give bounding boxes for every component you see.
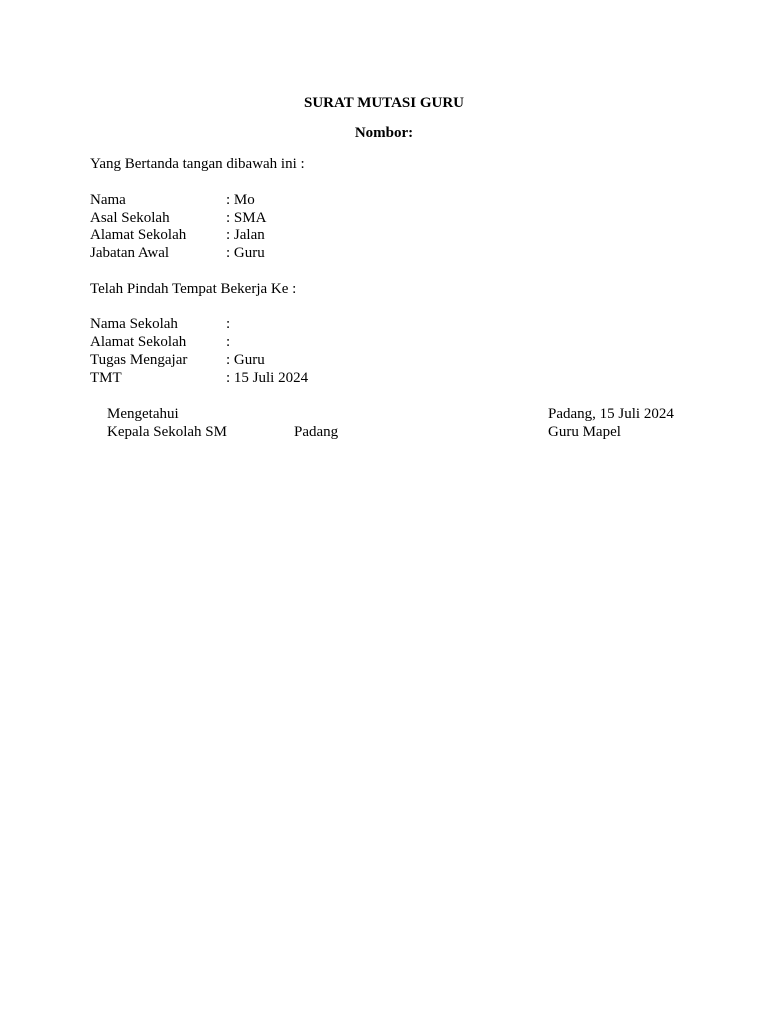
signature-left-line1: Mengetahui — [107, 406, 179, 422]
identity-value: : Mo — [226, 192, 255, 208]
identity-label: Jabatan Awal — [90, 245, 170, 261]
destination-label: Alamat Sekolah — [90, 334, 187, 350]
destination-label: Tugas Mengajar — [90, 352, 188, 368]
signature-right-line1: Padang, 15 Juli 2024 — [548, 406, 674, 422]
identity-label: Nama — [90, 192, 126, 208]
document-number-label: Nombor: — [354, 125, 414, 141]
destination-label: TMT — [90, 370, 122, 386]
signature-middle-line2: Padang — [294, 424, 339, 440]
identity-value: : Jalan — [226, 227, 265, 243]
destination-value: : 15 Juli 2024 — [226, 370, 309, 386]
destination-value: : Guru — [226, 352, 265, 368]
destination-value: : — [226, 316, 231, 332]
signature-left-line2: Kepala Sekolah SM — [107, 424, 227, 440]
document-title: SURAT MUTASI GURU — [303, 95, 465, 111]
identity-value: : Guru — [226, 245, 265, 261]
transfer-intro-text: Telah Pindah Tempat Bekerja Ke : — [90, 281, 297, 297]
signature-right-line2: Guru Mapel — [548, 424, 621, 440]
destination-label: Nama Sekolah — [90, 316, 178, 332]
identity-label: Asal Sekolah — [90, 210, 170, 226]
identity-value: : SMA — [226, 210, 267, 226]
destination-value: : — [226, 334, 231, 350]
intro-text: Yang Bertanda tangan dibawah ini : — [90, 156, 305, 172]
identity-label: Alamat Sekolah — [90, 227, 187, 243]
